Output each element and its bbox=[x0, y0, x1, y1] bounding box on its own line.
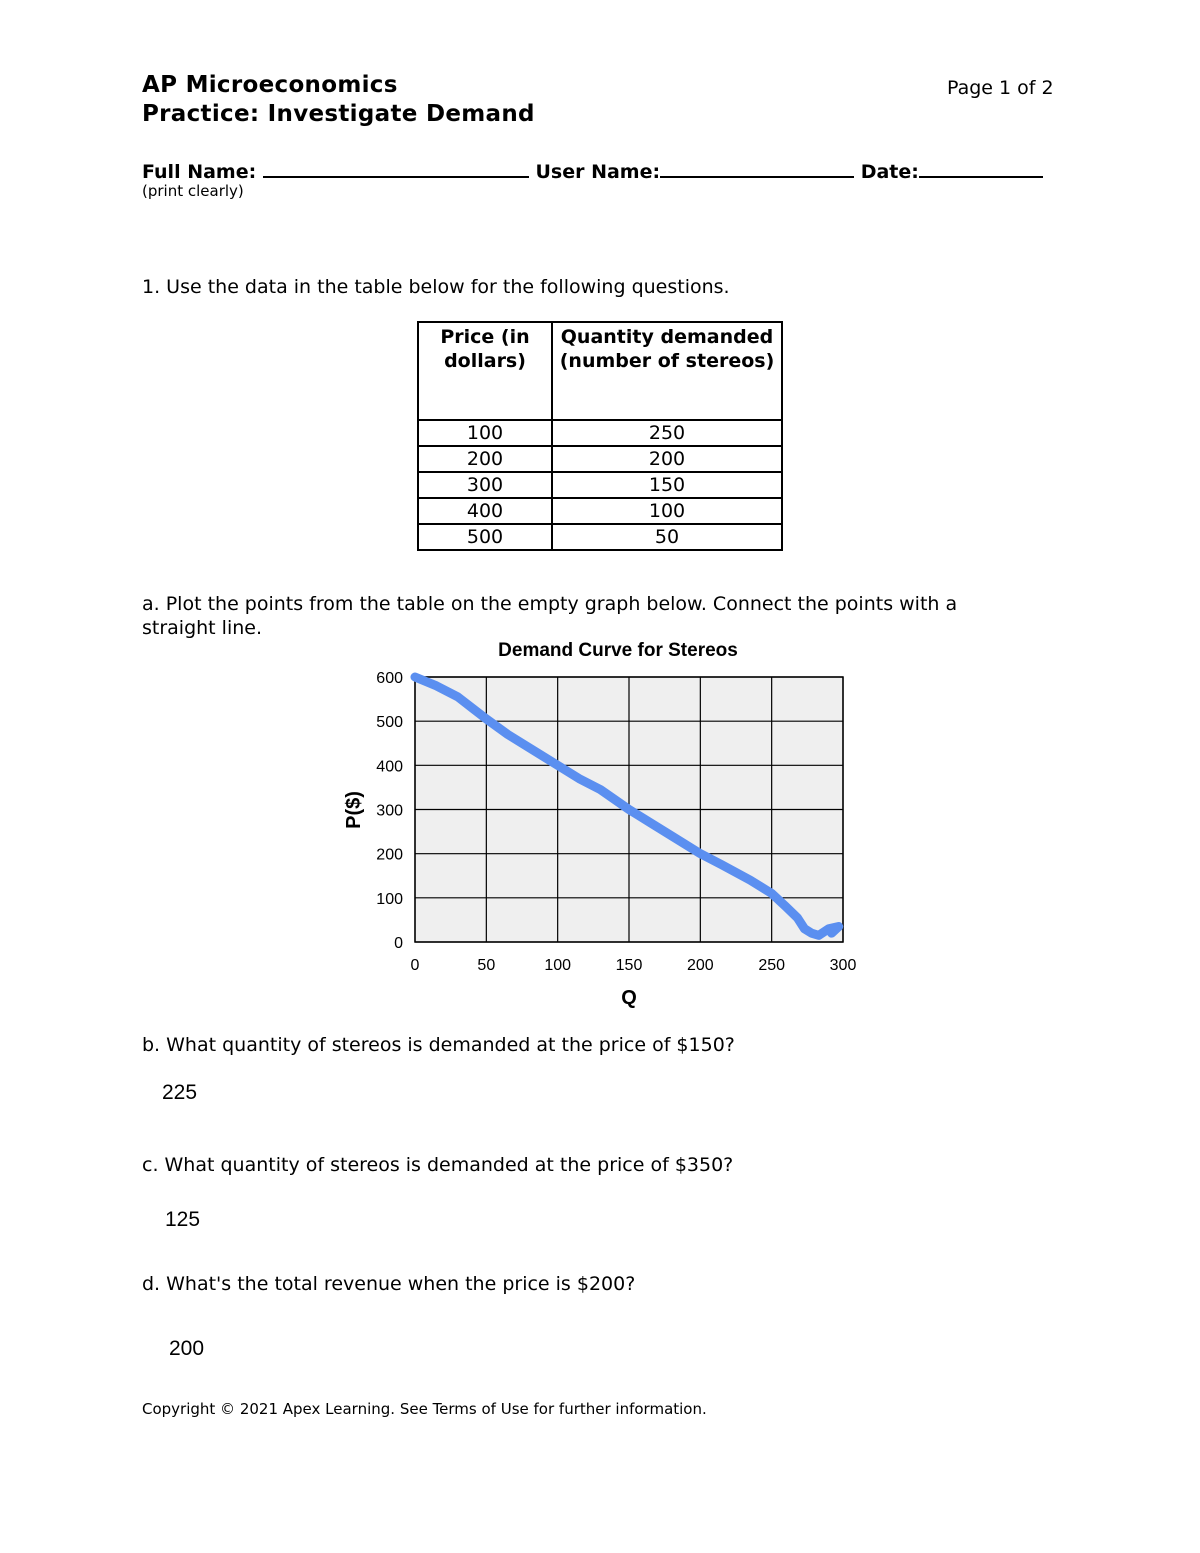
table-cell: 300 bbox=[418, 472, 552, 498]
question-a-prompt: a. Plot the points from the table on the empty graph below. Connect the points with a straight line. bbox=[142, 593, 958, 639]
demand-table bbox=[417, 321, 783, 551]
y-tick-label: 200 bbox=[376, 846, 403, 864]
x-tick-label: 250 bbox=[758, 957, 786, 974]
y-tick-labels bbox=[376, 670, 403, 952]
chart-title: Demand Curve for Stereos bbox=[498, 640, 738, 661]
x-tick-label: 200 bbox=[686, 957, 714, 974]
demand-chart bbox=[330, 630, 870, 1015]
table-cell: 200 bbox=[418, 446, 552, 472]
question-1-prompt: 1. Use the data in the table below for the following questions. bbox=[142, 276, 730, 298]
y-tick-label: 600 bbox=[376, 670, 403, 687]
page-title: Practice: Investigate Demand bbox=[142, 101, 535, 127]
table-row bbox=[418, 446, 782, 472]
y-tick-label: 0 bbox=[394, 935, 403, 952]
table-cell: 100 bbox=[552, 498, 782, 524]
full-name-blank[interactable] bbox=[263, 158, 529, 178]
x-tick-label: 0 bbox=[410, 957, 420, 974]
table-cell: 250 bbox=[552, 420, 782, 446]
y-tick-label: 500 bbox=[376, 714, 403, 732]
x-tick-label: 100 bbox=[544, 957, 572, 974]
table-cell: 500 bbox=[418, 524, 552, 550]
table-row bbox=[418, 524, 782, 550]
date-blank[interactable] bbox=[919, 158, 1043, 178]
page-number: Page 1 of 2 bbox=[947, 77, 1054, 99]
table-cell: 50 bbox=[552, 524, 782, 550]
table-row bbox=[418, 498, 782, 524]
table-cell: 200 bbox=[552, 446, 782, 472]
question-b-answer[interactable]: 225 bbox=[162, 1081, 198, 1104]
copyright-footer: Copyright © 2021 Apex Learning. See Terms of Use for further information. bbox=[142, 1400, 707, 1418]
x-tick-labels bbox=[411, 957, 857, 974]
question-b-prompt: b. What quantity of stereos is demanded at the price of $150? bbox=[142, 1034, 735, 1056]
x-axis-label: Q bbox=[621, 987, 637, 1009]
x-tick-label: 150 bbox=[615, 957, 643, 974]
table-header-row bbox=[418, 322, 782, 420]
full-name-label: Full Name: bbox=[142, 161, 257, 183]
table-cell: 150 bbox=[552, 472, 782, 498]
user-name-blank[interactable] bbox=[660, 158, 854, 178]
y-axis-label: P($) bbox=[343, 791, 365, 829]
question-d-prompt: d. What's the total revenue when the price is $200? bbox=[142, 1273, 636, 1295]
x-tick-label: 50 bbox=[477, 957, 496, 974]
table-cell: 400 bbox=[418, 498, 552, 524]
date-label: Date: bbox=[860, 161, 919, 183]
question-d-answer[interactable]: 200 bbox=[169, 1337, 205, 1360]
print-note: (print clearly) bbox=[142, 182, 244, 200]
y-tick-label: 300 bbox=[376, 802, 403, 820]
table-header-quantity: Quantity demanded (number of stereos) bbox=[552, 322, 782, 420]
table-cell: 100 bbox=[418, 420, 552, 446]
name-fields-row bbox=[142, 158, 1043, 183]
table-header-price: Price (in dollars) bbox=[418, 322, 552, 420]
table-row bbox=[418, 420, 782, 446]
x-tick-label: 300 bbox=[829, 957, 857, 974]
y-tick-label: 400 bbox=[376, 758, 403, 776]
table-row bbox=[418, 472, 782, 498]
question-c-prompt: c. What quantity of stereos is demanded at the price of $350? bbox=[142, 1154, 734, 1176]
y-tick-label: 100 bbox=[376, 890, 403, 908]
user-name-label: User Name: bbox=[535, 161, 661, 183]
question-c-answer[interactable]: 125 bbox=[165, 1208, 201, 1231]
course-title: AP Microeconomics bbox=[142, 72, 398, 98]
